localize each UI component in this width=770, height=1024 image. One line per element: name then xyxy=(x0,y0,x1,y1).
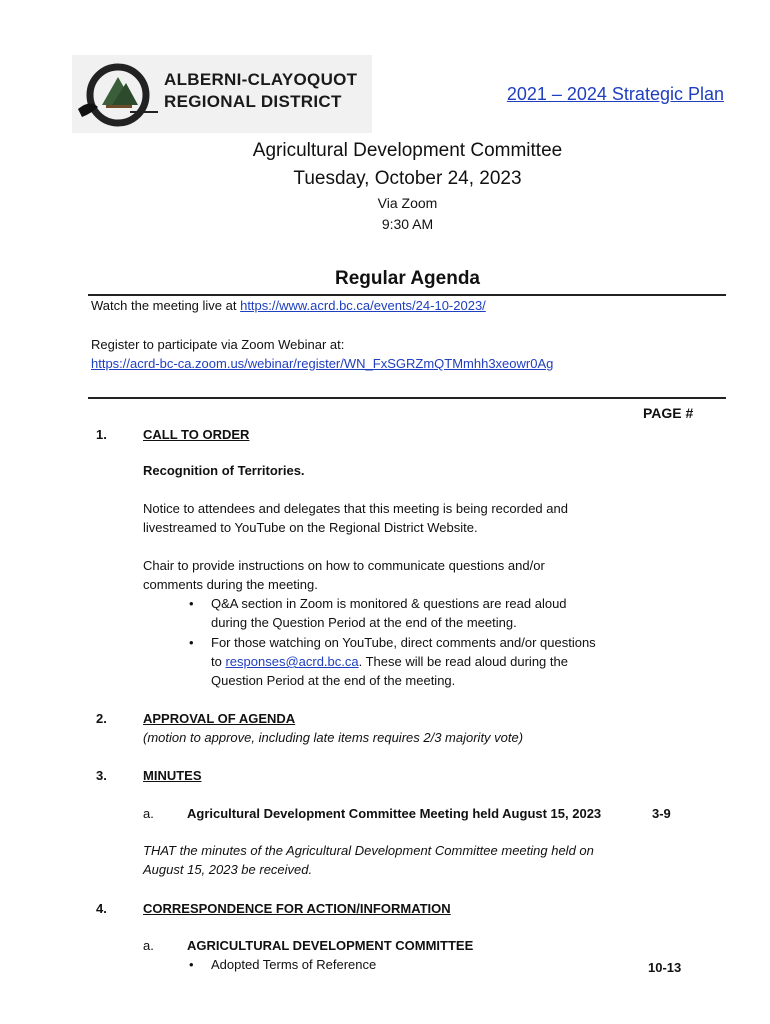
meeting-date: Tuesday, October 24, 2023 xyxy=(293,168,522,189)
acrd-emblem-icon xyxy=(76,61,162,131)
item-2-note: (motion to approve, including late items requires 2/3 majority vote) xyxy=(143,730,524,745)
meeting-time: 9:30 AM xyxy=(381,216,434,232)
item-4-number: 4. xyxy=(96,901,107,916)
divider-bottom xyxy=(88,397,726,399)
page-number-header: PAGE # xyxy=(643,405,694,421)
item-4a-letter: a. xyxy=(143,938,154,953)
bullet-2-line-3: Question Period at the end of the meeting. xyxy=(211,673,456,688)
item-4a-bullet-1: Adopted Terms of Reference xyxy=(211,957,377,972)
bullet-1-line-1: Q&A section in Zoom is monitored & questions are read aloud xyxy=(211,596,567,611)
responses-email-link[interactable]: responses@acrd.bc.ca xyxy=(225,654,359,669)
register-label: Register to participate via Zoom Webinar at: xyxy=(91,337,345,352)
motion-line-2: August 15, 2023 be received. xyxy=(143,862,313,877)
notice-line-1: Notice to attendees and delegates that this meeting is being recorded and xyxy=(143,501,568,516)
acrd-logo xyxy=(72,55,372,133)
item-4-title: CORRESPONDENCE FOR ACTION/INFORMATION xyxy=(143,901,451,916)
watch-label: Watch the meeting live at xyxy=(91,298,241,313)
bullet-2-post: . These will be read aloud during the xyxy=(358,654,568,669)
item-3a-title: Agricultural Development Committee Meeting held August 15, 2023 xyxy=(187,806,602,821)
divider-top xyxy=(88,294,726,296)
item-1-number: 1. xyxy=(96,427,107,442)
recognition-text: Recognition of Territories. xyxy=(143,463,305,478)
item-4a-bullet-1-pages: 10-13 xyxy=(648,960,682,975)
item-2-number: 2. xyxy=(96,711,107,726)
bullet-2-line-2 xyxy=(211,654,568,669)
logo-line1: ALBERNI-CLAYOQUOT xyxy=(164,70,358,89)
logo-line2: REGIONAL DISTRICT xyxy=(164,92,342,111)
item-4a-title: AGRICULTURAL DEVELOPMENT COMMITTEE xyxy=(187,938,474,953)
strategic-plan-link[interactable]: 2021 – 2024 Strategic Plan xyxy=(506,84,724,104)
register-url-link[interactable]: https://acrd-bc-ca.zoom.us/webinar/register/WN_FxSGRZmQTMmhh3xeowr0Ag xyxy=(91,356,554,371)
item-2-title: APPROVAL OF AGENDA xyxy=(143,711,296,726)
bullet-icon: • xyxy=(189,957,194,972)
committee-title: Agricultural Development Committee xyxy=(252,140,563,161)
bullet-icon: • xyxy=(189,635,194,650)
bullet-2-line-1: For those watching on YouTube, direct comments and/or questions xyxy=(211,635,596,650)
chair-line-2: comments during the meeting. xyxy=(143,577,318,592)
watch-url-link[interactable]: https://www.acrd.bc.ca/events/24-10-2023/ xyxy=(240,298,486,313)
item-3a-letter: a. xyxy=(143,806,154,821)
chair-line-1: Chair to provide instructions on how to communicate questions and/or xyxy=(143,558,545,573)
bullet-2-pre: to xyxy=(211,654,226,669)
agenda-title: Regular Agenda xyxy=(335,268,480,289)
bullet-1-line-2: during the Question Period at the end of the meeting. xyxy=(211,615,517,630)
notice-line-2: livestreamed to YouTube on the Regional District Website. xyxy=(143,520,478,535)
item-3-number: 3. xyxy=(96,768,107,783)
watch-line xyxy=(91,298,486,313)
meeting-venue: Via Zoom xyxy=(377,195,438,211)
item-1-title: CALL TO ORDER xyxy=(143,427,250,442)
bullet-icon: • xyxy=(189,596,194,611)
item-3-title: MINUTES xyxy=(143,768,202,783)
motion-line-1: THAT the minutes of the Agricultural Development Committee meeting held on xyxy=(143,843,594,858)
item-3a-pages: 3-9 xyxy=(652,806,671,821)
